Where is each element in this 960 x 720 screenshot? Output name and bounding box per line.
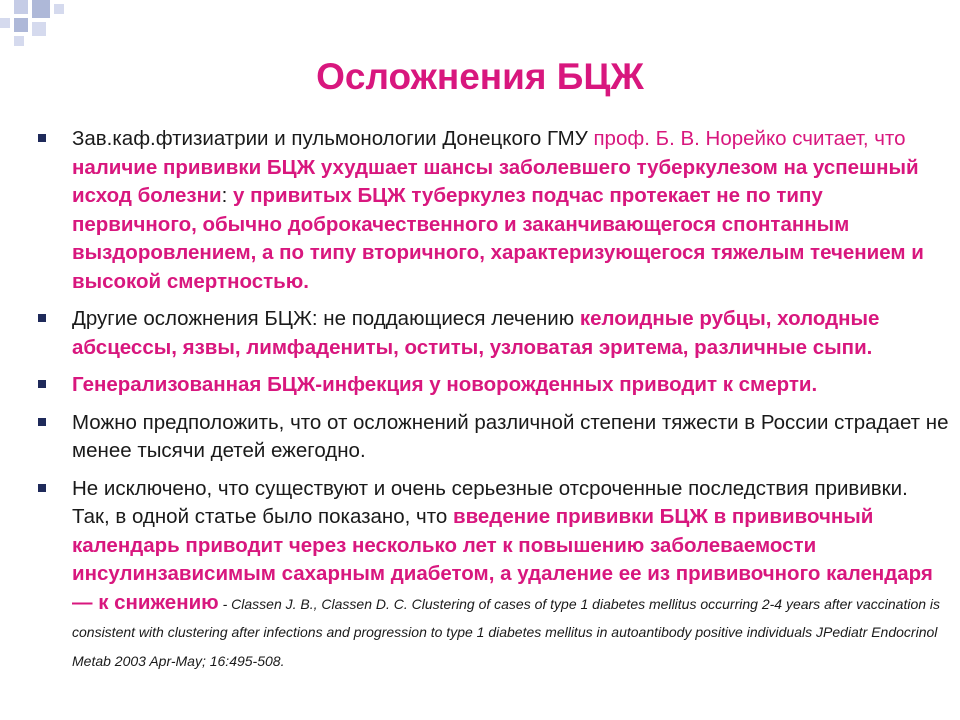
slide-title: Осложнения БЦЖ: [316, 56, 644, 97]
item-text: Зав.каф.фтизиатрии и пульмонологии Донецкого ГМУ: [72, 127, 594, 150]
emphasis-text: наличие прививки БЦЖ ухудшает шансы заболевшего туберкулезом на успешный исход болезни: [72, 155, 919, 207]
emphasis-text: Генерализованная БЦЖ-инфекция у новорожденных приводит к смерти.: [72, 373, 818, 396]
list-item: [38, 125, 950, 296]
item-text: считает, что: [786, 127, 906, 150]
list-item: [38, 409, 950, 466]
item-text: Не исключено, что существуют и очень серьезные отсроченные последствия прививки. Так, в одной статье было показано, что: [72, 476, 908, 528]
bullet-icon: [38, 380, 46, 388]
item-text: :: [221, 184, 233, 207]
author-name: проф. Б. В. Норейко: [593, 127, 787, 150]
list-item: [38, 305, 950, 362]
list-item: [38, 475, 950, 675]
bullet-icon: [38, 418, 46, 426]
item-text: Другие осложнения БЦЖ: не поддающиеся лечению: [72, 307, 580, 330]
item-text: Можно предположить, что от осложнений различной степени тяжести в России страдает не менее тысячи детей ежегодно.: [72, 410, 949, 462]
emphasis-text: келоидные рубцы, холодные абсцессы, язвы, лимфадениты, оститы, узловатая эритема, различные сыпи.: [72, 307, 880, 359]
list-item: [38, 371, 950, 400]
emphasis-text: введение прививки БЦЖ в прививочный календарь приводит через несколько лет к повышению заболеваемости инсулинзависимым сахарным диабетом, а удаление ее из прививочного календаря — к снижению: [72, 505, 933, 614]
emphasis-text: у привитых БЦЖ туберкулез подчас протекает не по типу первичного, обычно доброкачественного и заканчивающегося спонтанным выздоровлением, а по типу вторичного, характеризующегося тяжелым течением и высокой смертностью.: [72, 184, 924, 293]
corner-decoration: [0, 0, 80, 60]
citation: - Classen J. B., Classen D. C. Clustering of cases of type 1 diabetes mellitus occurring 2-4 years after vaccination is consistent with clustering after infections and progression to type 1 diabetes mellitus in autoantibody positive individuals JPediatr Endocrinol Metab 2003 Apr-May; 16:495-508.: [72, 595, 941, 669]
bullet-icon: [38, 484, 46, 492]
bullet-icon: [38, 134, 46, 142]
bullet-list: [38, 125, 950, 683]
bullet-icon: [38, 314, 46, 322]
